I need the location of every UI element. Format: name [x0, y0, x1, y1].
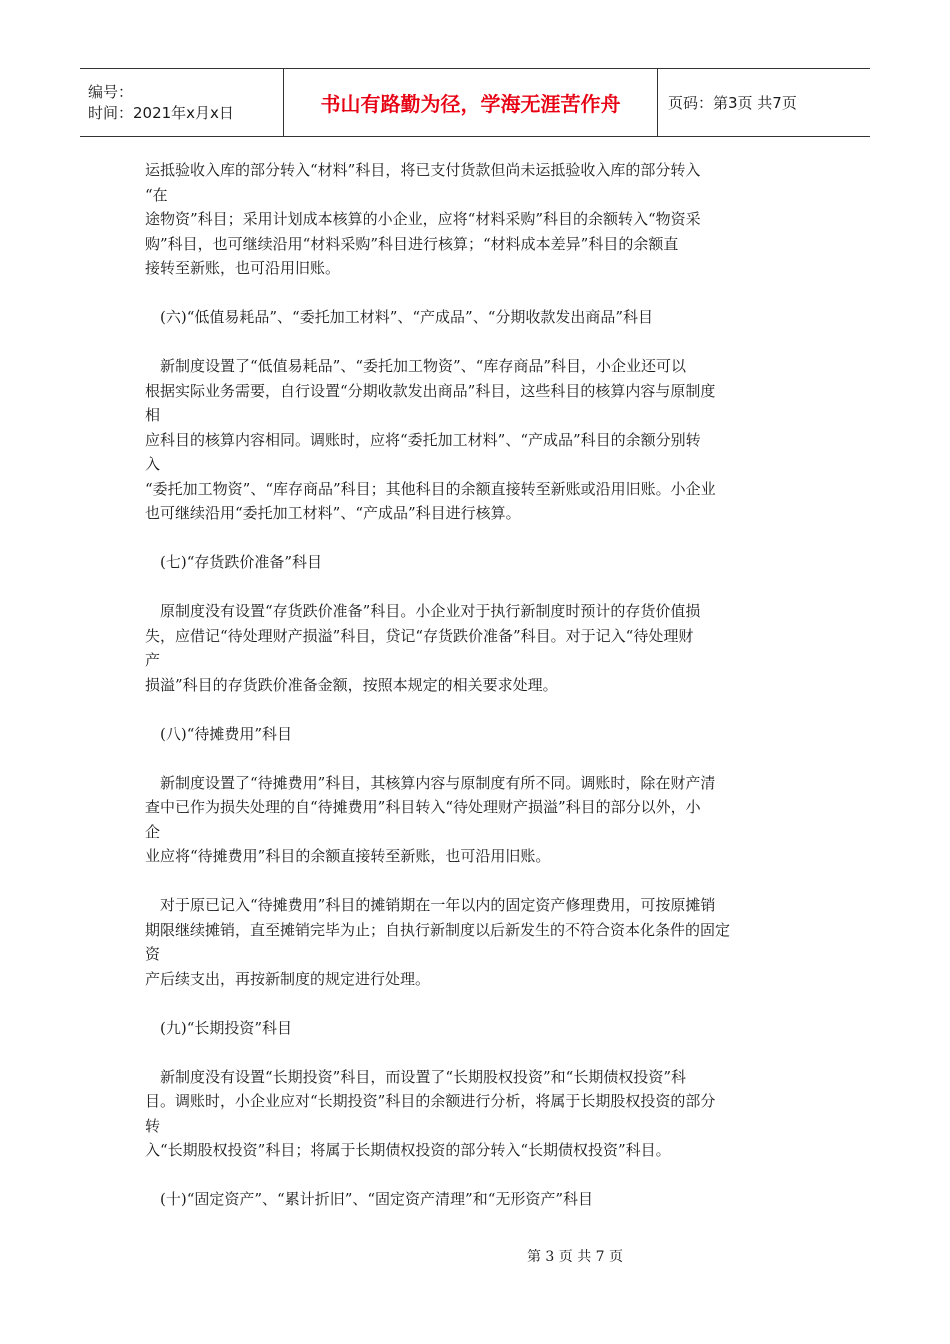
page-header — [80, 68, 870, 137]
paragraph-gap — [145, 869, 810, 894]
body-line: 期限继续摊销，直至摊销完毕为止；自执行新制度以后新发生的不符合资本化条件的固定 — [145, 920, 731, 939]
body-line: 目。调账时，小企业应对“长期投资”科目的余额进行分析，将属于长期股权投资的部分 — [145, 1092, 716, 1110]
paragraph-gap — [145, 1163, 810, 1188]
body-line: “在 — [145, 185, 168, 204]
body-line: 业应将“待摊费用”科目的余额直接转至新账，也可沿用旧账。 — [145, 847, 551, 865]
body-line: 途物资”科目；采用计划成本核算的小企业，应将“材料采购”科目的余额转入“物资采 — [145, 210, 701, 228]
footer-page-number: 第 3 页 共 7 页 — [526, 1249, 624, 1265]
body-line: 入 — [145, 455, 161, 473]
body-line: 产后续支出，再按新制度的规定进行处理。 — [145, 969, 431, 988]
body-line: 资 — [145, 945, 161, 963]
paragraph-gap — [145, 330, 810, 355]
paragraph-gap — [145, 991, 810, 1016]
body-line: (八)“待摊费用”科目 — [145, 724, 293, 743]
body-line: 对于原已记入“待摊费用”科目的摊销期在一年以内的固定资产修理费用，可按原摊销 — [145, 896, 716, 914]
body-line: 相 — [145, 406, 161, 424]
body-line: (十)“固定资产”、“累计折旧”、“固定资产清理”和“无形资产”科目 — [145, 1190, 594, 1208]
document-number-label: 编号： — [88, 82, 134, 101]
motto-text: 书山有路勤为径，学海无涯苦作舟 — [320, 92, 621, 116]
document-time-label: 时间：2021年x月x日 — [88, 103, 234, 122]
body-line: 企 — [145, 822, 161, 841]
page-footer — [0, 1246, 950, 1266]
body-line: 也可继续沿用“委托加工材料”、“产成品”科目进行核算。 — [145, 504, 521, 522]
body-line: (七)“存货跌价准备”科目 — [145, 553, 323, 571]
body-line: 失，应借记“待处理财产损溢”科目，贷记“存货跌价准备”科目。对于记入“待处理财 — [145, 626, 694, 645]
body-line: 查中已作为损失处理的自“待摊费用”科目转入“待处理财产损溢”科目的部分以外，小 — [145, 798, 701, 816]
body-line: 新制度没有设置“长期投资”科目，而设置了“长期股权投资”和“长期债权投资”科 — [145, 1067, 687, 1086]
body-line: 原制度没有设置“存货跌价准备”科目。小企业对于执行新制度时预计的存货价值损 — [145, 602, 701, 620]
paragraph-gap — [145, 746, 810, 771]
paragraph-gap — [145, 575, 810, 600]
body-line: 新制度设置了“待摊费用”科目，其核算内容与原制度有所不同。调账时，除在财产清 — [145, 773, 716, 792]
document-body — [145, 158, 810, 1212]
header-page-info — [658, 69, 870, 136]
body-line: 损溢”科目的存货跌价准备金额，按照本规定的相关要求处理。 — [145, 675, 558, 694]
body-line: 运抵验收入库的部分转入“材料”科目，将已支付货款但尚未运抵验收入库的部分转入 — [145, 161, 701, 179]
body-line: 入“长期股权投资”科目；将属于长期债权投资的部分转入“长期债权投资”科目。 — [145, 1141, 671, 1159]
paragraph-gap — [145, 281, 810, 306]
body-line: 产 — [145, 651, 161, 669]
paragraph-gap — [145, 697, 810, 722]
paragraph-gap — [145, 1040, 810, 1065]
body-line: 应科目的核算内容相同。调账时，应将“委托加工材料”、“产成品”科目的余额分别转 — [145, 430, 701, 449]
body-line: 根据实际业务需要，自行设置“分期收款发出商品”科目，这些科目的核算内容与原制度 — [145, 381, 716, 400]
body-line: (六)“低值易耗品”、“委托加工材料”、“产成品”、“分期收款发出商品”科目 — [145, 308, 654, 326]
header-motto — [283, 69, 658, 136]
paragraph-gap — [145, 526, 810, 551]
body-line: (九)“长期投资”科目 — [145, 1018, 293, 1037]
page-number-label: 页码：第3页 共7页 — [668, 94, 797, 112]
body-line: 转 — [145, 1116, 161, 1135]
body-line: 购”科目，也可继续沿用“材料采购”科目进行核算；“材料成本差异”科目的余额直 — [145, 234, 679, 253]
body-line: 新制度设置了“低值易耗品”、“委托加工物资”、“库存商品”科目，小企业还可以 — [145, 357, 687, 375]
body-line: “委托加工物资”、“库存商品”科目；其他科目的余额直接转至新账或沿用旧账。小企业 — [145, 479, 716, 498]
body-line: 接转至新账，也可沿用旧账。 — [145, 259, 341, 277]
header-meta — [80, 69, 283, 136]
